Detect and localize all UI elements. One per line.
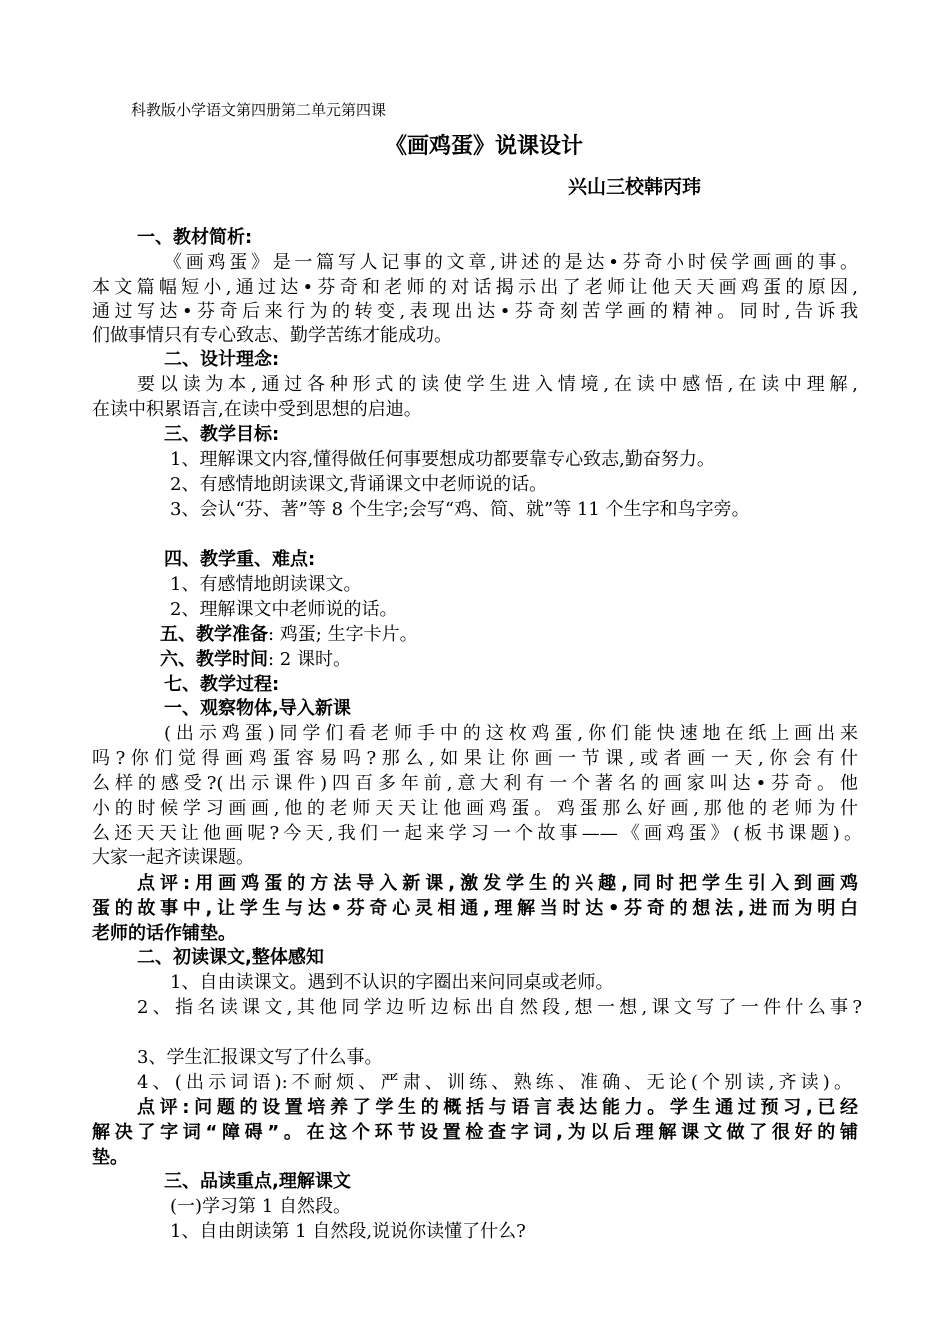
list-item: 1、理解课文内容,懂得做任何事要想成功都要靠专心致志,勤奋努力。 [170,449,715,470]
paragraph-line: 通过写达•芬奇后来行为的转变,表现出达•芬奇刻苦学画的精神。同时,告诉我 [92,301,858,322]
list-item: 2、指名读课文,其他同学边听边标出自然段,想一想,课文写了一件什么事? [137,997,862,1018]
comment-line: 垫。 [92,1147,128,1168]
subsection-heading: 一、观察物体,导入新课 [164,698,351,719]
section-label: 五、教学准备 [160,624,268,645]
subsection-heading: 三、品读重点,理解课文 [164,1171,351,1192]
paragraph-line: 大家一起齐读课题。 [92,847,254,868]
paragraph-line: 在读中积累语言,在读中受到思想的启迪。 [92,399,422,420]
list-item: 2、有感情地朗读课文,背诵课文中老师说的话。 [170,474,548,495]
comment-line: 解决了字词“障碍”。在这个环节设置检查字词,为以后理解课文做了很好的铺 [92,1122,858,1143]
comment-line: 点评:问题的设置培养了学生的概括与语言表达能力。学生通过预习,已经 [137,1097,858,1118]
list-item: 3、会认“芬、著”等 8 个生字;会写“鸡、简、就”等 11 个生字和鸟字旁。 [170,499,750,520]
comment-line: 点评:用画鸡蛋的方法导入新课,激发学生的兴趣,同时把学生引入到画鸡 [137,873,858,894]
list-item: (一)学习第 1 自然段。 [170,1196,351,1217]
section-heading: 二、设计理念: [164,349,280,370]
section-text: : 2 课时。 [268,649,351,670]
section-text: : 鸡蛋; 生字卡片。 [268,624,418,645]
document-author: 兴山三校韩丙玮 [568,176,702,198]
list-item: 1、自由读课文。遇到不认识的字圈出来问同桌或老师。 [170,972,614,993]
paragraph-line: 要以读为本,通过各种形式的读使学生进入情境,在读中感悟,在读中理解, [137,374,858,395]
list-item: 1、自由朗读第 1 自然段,说说你读懂了什么? [170,1221,526,1242]
paragraph-line: 小的时候学习画画,他的老师天天让他画鸡蛋。鸡蛋那么好画,那他的老师为什 [92,798,858,819]
paragraph-line: 们做事情只有专心致志、勤学苦练才能成功。 [92,325,452,346]
paragraph-line: 《画鸡蛋》是一篇写人记事的文章,讲述的是达•芬奇小时侯学画画的事。 [164,252,858,273]
paragraph-line: 吗?你们觉得画鸡蛋容易吗?那么,如果让你画一节课,或者画一天,你会有什 [92,748,858,769]
subsection-heading: 二、初读课文,整体感知 [137,947,324,968]
list-item: 3、学生汇报课文写了什么事。 [137,1047,383,1068]
comment-line: 老师的话作铺垫。 [92,923,236,944]
list-item: 1、有感情地朗读课文。 [170,574,362,595]
prep-line [160,623,418,647]
list-item: 4、(出示词语):不耐烦、严肃、训练、熟练、准确、无论(个别读,齐读)。 [137,1072,852,1093]
paragraph-line: 本文篇幅短小,通过达•芬奇和老师的对话揭示出了老师让他天天画鸡蛋的原因, [92,277,858,298]
section-heading: 三、教学目标: [164,424,280,445]
list-item: 2、理解课文中老师说的话。 [170,599,398,620]
document-header: 科教版小学语文第四册第二单元第四课 [131,101,387,119]
paragraph-line: 么样的感受?(出示课件)四百多年前,意大利有一个著名的画家叫达•芬奇。他 [92,773,858,794]
document-title: 《画鸡蛋》说课设计 [385,134,584,159]
section-label: 六、教学时间 [160,649,268,670]
section-heading: 七、教学过程: [164,674,280,695]
paragraph-line: 么还天天让他画呢?今天,我们一起来学习一个故事——《画鸡蛋》(板书课题)。 [92,823,862,844]
section-heading: 四、教学重、难点: [164,549,316,570]
comment-line: 蛋的故事中,让学生与达•芬奇心灵相通,理解当时达•芬奇的想法,进而为明白 [92,898,858,919]
paragraph-line: (出示鸡蛋)同学们看老师手中的这枚鸡蛋,你们能快速地在纸上画出来 [164,723,858,744]
section-heading: 一、教材简析: [137,227,253,248]
time-line [160,648,351,672]
